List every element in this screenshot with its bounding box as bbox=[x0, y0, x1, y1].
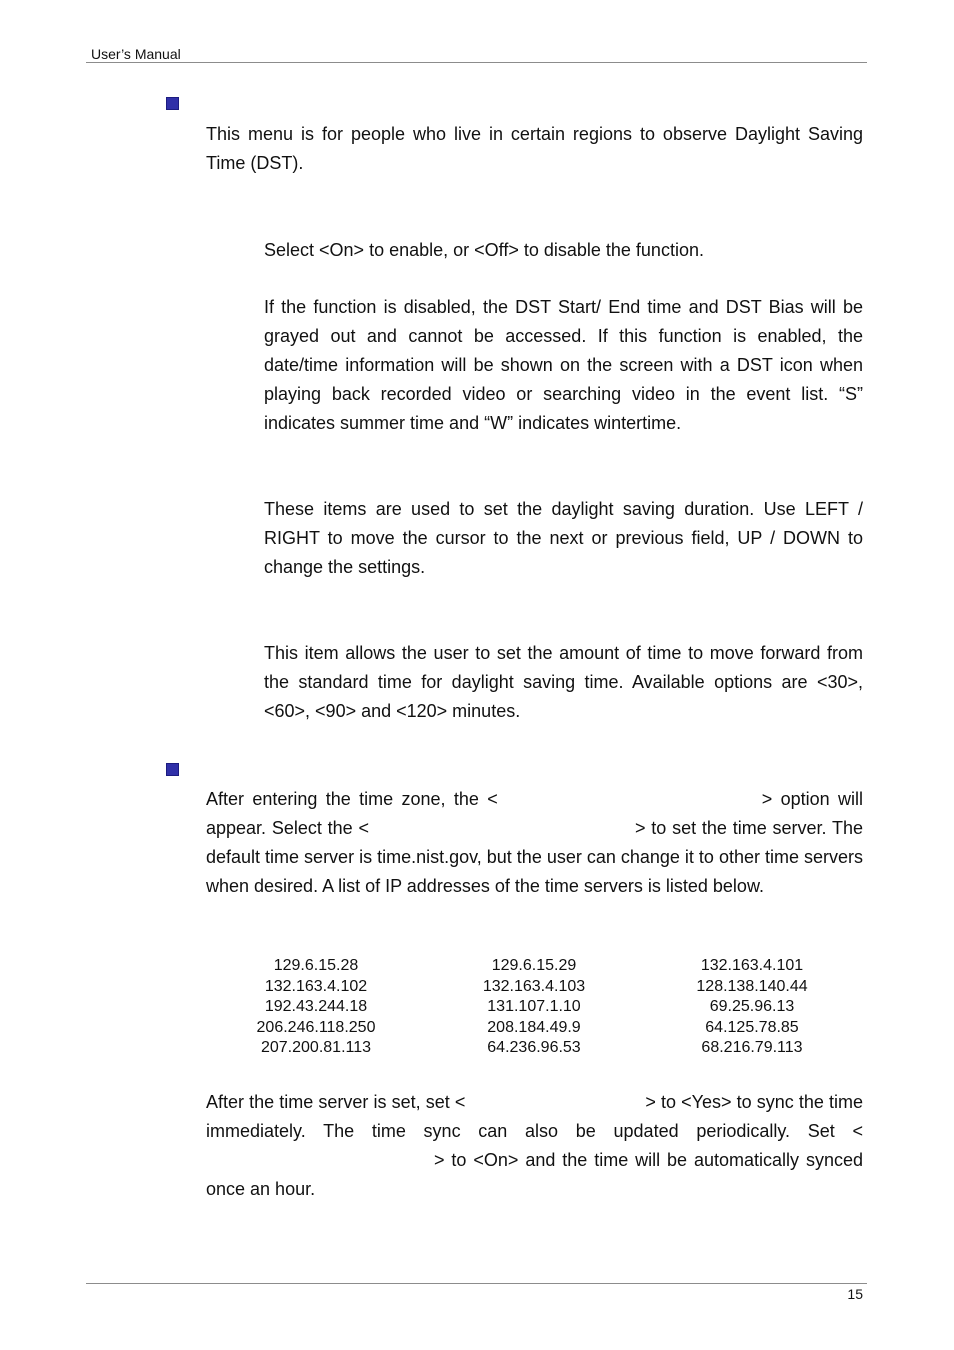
ip-address: 129.6.15.29 bbox=[491, 957, 577, 974]
section-bullet-dst bbox=[166, 97, 179, 110]
ip-address: 64.125.78.85 bbox=[705, 1018, 799, 1036]
dst-enable-text: Select <On> to enable, or <Off> to disable the function. bbox=[264, 240, 704, 260]
page-number: 15 bbox=[847, 1286, 863, 1302]
dst-intro: This menu is for people who live in certain regions to observe Daylight Saving Time (DST). bbox=[206, 124, 863, 173]
footer-rule bbox=[86, 1283, 867, 1284]
section-bullet-time-server bbox=[166, 763, 179, 776]
ip-address: 68.216.79.113 bbox=[701, 1039, 803, 1056]
manual-title: User’s Manual bbox=[91, 46, 181, 62]
ip-address: 132.163.4.103 bbox=[482, 977, 586, 995]
time-sync-text-c: > to <On> and the time will be automatically synced once an hour. bbox=[206, 1150, 863, 1199]
ip-address: 131.107.1.10 bbox=[487, 998, 581, 1015]
dst-duration-text: These items are used to set the daylight saving duration. Use LEFT / RIGHT to move the cursor to the next or previous field, UP / DOWN to change the settings. bbox=[264, 499, 863, 577]
dst-bias-text: This item allows the user to set the amount of time to move forward from the standard time for daylight saving time. Available options are <30>, <60>, <90> and <120> minutes. bbox=[264, 643, 863, 721]
time-sync-text-b: > to <Yes> to sync the time immediately. The time sync can also be updated periodically. Set < bbox=[206, 1092, 864, 1141]
ip-address: 69.25.96.13 bbox=[709, 998, 795, 1015]
ip-column-3 bbox=[652, 956, 852, 1059]
dst-disabled-text: If the function is disabled, the DST Start/ End time and DST Bias will be grayed out and cannot be accessed. If this function is enabled, the date/time information will be shown on the screen with a DST icon when playing back recorded video or searching video in the event list. “S” indicates summer time and “W” indicates wintertime. bbox=[264, 297, 863, 433]
ip-column-1 bbox=[216, 956, 416, 1059]
ip-address: 132.163.4.101 bbox=[700, 957, 804, 974]
time-sync-text-a: After the time server is set, set < bbox=[206, 1092, 466, 1112]
ip-column-2 bbox=[434, 956, 634, 1059]
time-server-intro-b: > option will appear. Select the < bbox=[206, 789, 863, 838]
time-sync-text bbox=[206, 1088, 863, 1204]
ip-address: 132.163.4.102 bbox=[264, 977, 368, 995]
time-server-intro-a: After entering the time zone, the < bbox=[206, 789, 498, 809]
time-server-intro bbox=[206, 785, 863, 901]
header-rule bbox=[86, 62, 867, 63]
ip-address: 207.200.81.113 bbox=[260, 1039, 372, 1056]
ip-address: 129.6.15.28 bbox=[273, 957, 359, 974]
ip-address: 192.43.244.18 bbox=[264, 998, 368, 1015]
ip-address: 206.246.118.250 bbox=[256, 1018, 376, 1036]
ip-address: 208.184.49.9 bbox=[487, 1018, 581, 1036]
time-server-intro-c: > to set the time server. The default time server is time.nist.gov, but the user can change it to other time servers when desired. A list of IP addresses of the time servers is listed below. bbox=[206, 818, 864, 896]
ip-address: 128.138.140.44 bbox=[696, 977, 808, 995]
ip-address: 64.236.96.53 bbox=[487, 1039, 581, 1056]
